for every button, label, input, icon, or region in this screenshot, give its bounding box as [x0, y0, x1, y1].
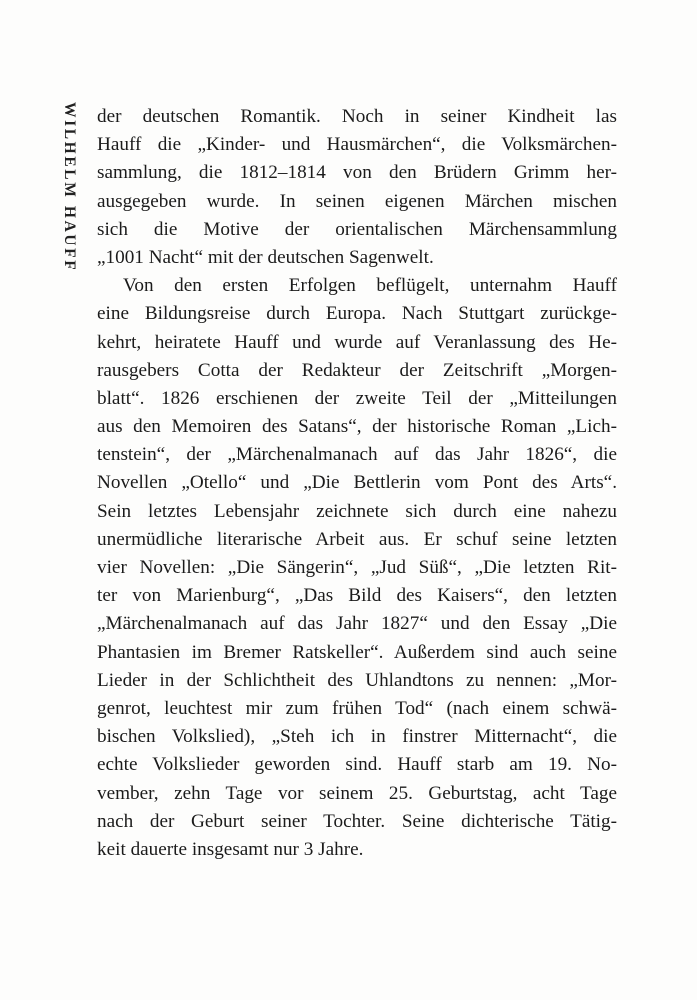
- text-line: vember, zehn Tage vor seinem 25. Geburtstag, acht Tage: [97, 782, 617, 804]
- text-line: Phantasien im Bremer Ratskeller“. Außerdem sind auch seine: [97, 641, 617, 663]
- text-line: sich die Motive der orientalischen Märchensammlung: [97, 218, 617, 240]
- text-line: eine Bildungsreise durch Europa. Nach Stuttgart zurückge-: [97, 303, 617, 325]
- text-line: keit dauerte insgesamt nur 3 Jahre.: [97, 838, 364, 860]
- text-line: „1001 Nacht“ mit der deutschen Sagenwelt.: [97, 246, 434, 268]
- text-line: echte Volkslieder geworden sind. Hauff starb am 19. No-: [97, 754, 617, 776]
- text-line: Lieder in der Schlichtheit des Uhlandtons zu nennen: „Mor-: [97, 669, 617, 691]
- text-line: ter von Marienburg“, „Das Bild des Kaisers“, den letzten: [97, 585, 617, 607]
- text-line: unermüdliche literarische Arbeit aus. Er schuf seine letzten: [97, 528, 617, 550]
- sidebar-author-title: WILHELM HAUFF: [61, 102, 78, 273]
- text-line: bischen Volkslied), „Steh ich in finstrer Mitternacht“, die: [97, 726, 617, 748]
- text-line: der deutschen Romantik. Noch in seiner Kindheit las: [97, 106, 617, 127]
- text-line: kehrt, heiratete Hauff und wurde auf Veranlassung des He-: [97, 331, 617, 353]
- text-line: „Märchenalmanach auf das Jahr 1827“ und den Essay „Die: [97, 613, 617, 635]
- text-block: [97, 103, 617, 864]
- text-line: aus den Memoiren des Satans“, der historische Roman „Lich-: [97, 416, 617, 438]
- text-line: Novellen „Otello“ und „Die Bettlerin vom Pont des Arts“.: [97, 472, 617, 494]
- text-line: vier Novellen: „Die Sängerin“, „Jud Süß“, „Die letzten Rit-: [97, 557, 617, 578]
- text-line: rausgebers Cotta der Redakteur der Zeitschrift „Morgen-: [97, 359, 617, 381]
- text-line: Hauff die „Kinder- und Hausmärchen“, die Volksmärchen-: [97, 134, 617, 156]
- text-line: ausgegeben wurde. In seinen eigenen Märchen mischen: [97, 190, 617, 212]
- text-line: blatt“. 1826 erschienen der zweite Teil der „Mitteilungen: [97, 387, 617, 409]
- text-line: tenstein“, der „Märchenalmanach auf das Jahr 1826“, die: [97, 444, 617, 466]
- text-line: Sein letztes Lebensjahr zeichnete sich durch eine nahezu: [97, 500, 617, 522]
- text-line: genrot, leuchtest mir zum frühen Tod“ (nach einem schwä-: [97, 697, 617, 719]
- text-line: Von den ersten Erfolgen beflügelt, unternahm Hauff: [123, 275, 617, 297]
- text-line: nach der Geburt seiner Tochter. Seine dichterische Tätig-: [97, 810, 617, 832]
- text-line: sammlung, die 1812–1814 von den Brüdern Grimm her-: [97, 162, 617, 184]
